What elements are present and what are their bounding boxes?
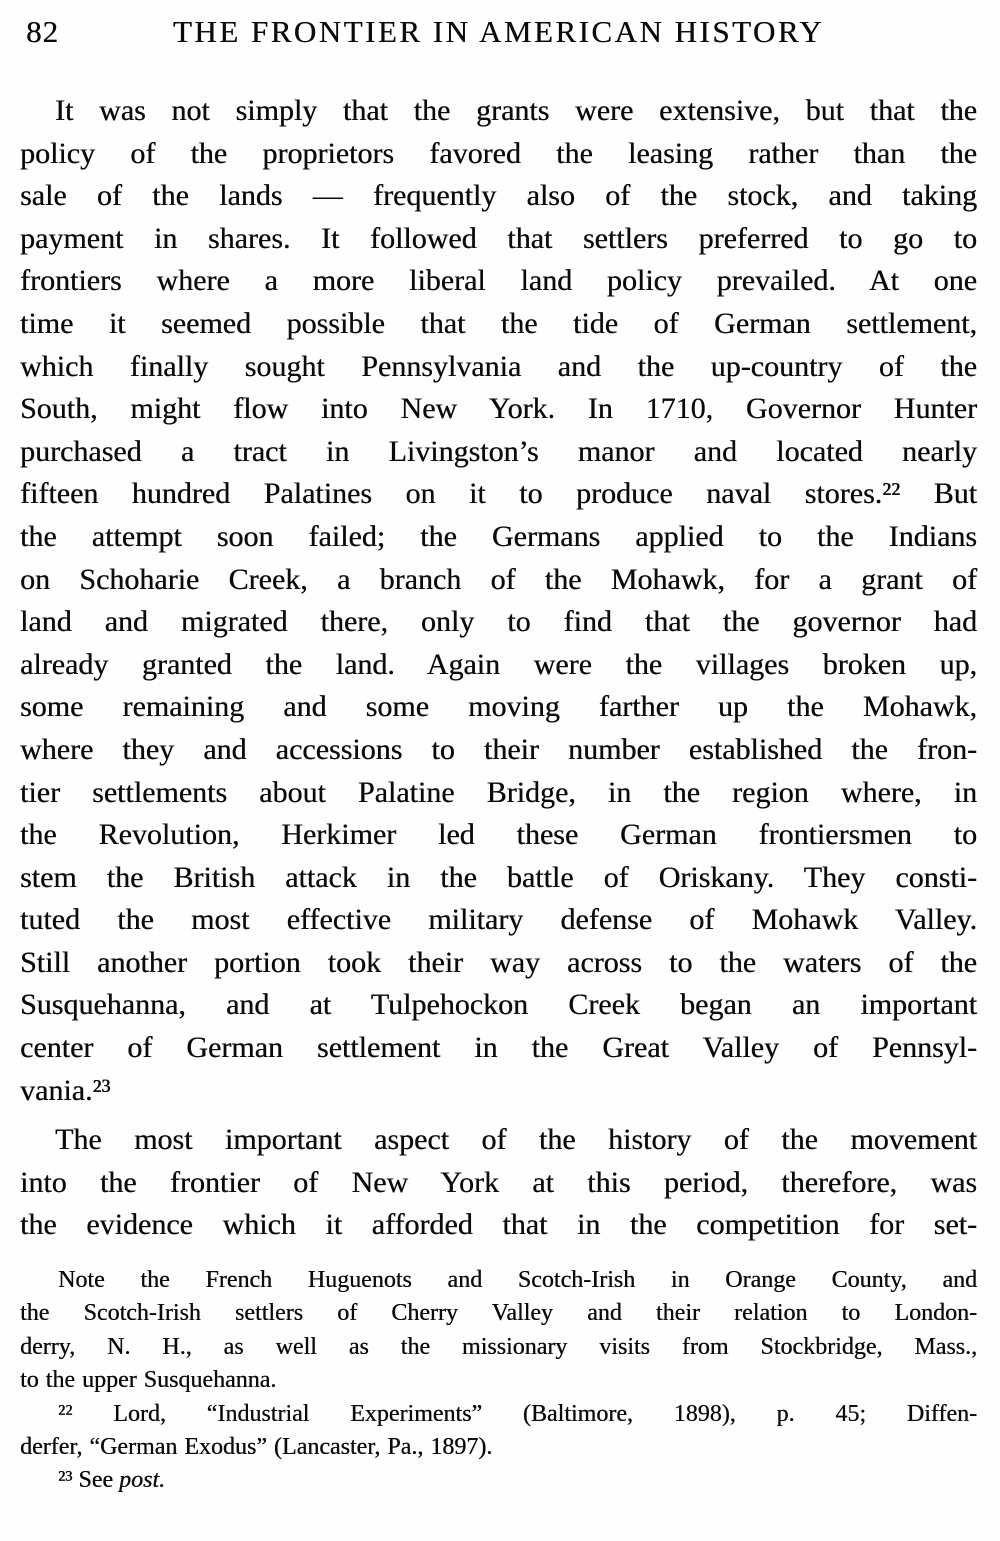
footnote-23 xyxy=(20,1464,977,1497)
text-line: tuted the most effective military defense of Mohawk Valley. xyxy=(20,903,977,937)
text-line: It was not simply that the grants were extensive, but that the xyxy=(55,94,977,127)
footnote-22 xyxy=(20,1398,977,1465)
text-line: ²² Lord, “Industrial Experiments” (Baltimore, 1898), p. 45; Diffen- xyxy=(58,1400,977,1427)
footnotes-section xyxy=(20,1264,977,1498)
text-line: some remaining and some moving farther up the Mohawk, xyxy=(20,690,977,724)
text-line: where they and accessions to their number established the fron- xyxy=(20,732,977,766)
text-line: derfer, “German Exodus” (Lancaster, Pa., 1897). xyxy=(20,1434,493,1461)
page-number: 82 xyxy=(26,14,59,49)
text-line: frontiers where a more liberal land policy prevailed. At one xyxy=(20,264,977,298)
text-line: purchased a tract in Livingston’s manor and located nearly xyxy=(20,434,977,468)
page-header xyxy=(20,12,977,54)
footnote-23-text: ²³ See xyxy=(58,1467,120,1494)
text-line: which finally sought Pennsylvania and the up-country of the xyxy=(20,349,977,383)
text-line: into the frontier of New York at this period, therefore, was xyxy=(20,1165,977,1199)
text-line: to the upper Susquehanna. xyxy=(20,1367,277,1394)
paragraph-2 xyxy=(20,1119,977,1247)
text-line: stem the British attack in the battle of Oriskany. They consti- xyxy=(20,860,977,894)
text-line: on Schoharie Creek, a branch of the Mohawk, for a grant of xyxy=(20,562,977,596)
text-line: vania.²³ xyxy=(20,1073,111,1107)
text-line: derry, N. H., as well as the missionary visits from Stockbridge, Mass., xyxy=(20,1333,977,1360)
paragraph-1 xyxy=(20,90,977,1112)
text-line: Susquehanna, and at Tulpehockon Creek began an important xyxy=(20,988,977,1022)
text-line: The most important aspect of the history of the movement xyxy=(55,1123,977,1157)
text-line: time it seemed possible that the tide of German settlement, xyxy=(20,306,977,340)
text-line: South, might flow into New York. In 1710, Governor Hunter xyxy=(20,392,977,426)
text-line: center of German settlement in the Great Valley of Pennsyl- xyxy=(20,1031,977,1065)
text-line: Note the French Huguenots and Scotch-Irish in Orange County, and xyxy=(58,1267,977,1294)
text-line: fifteen hundred Palatines on it to produce naval stores.²² But xyxy=(20,477,977,511)
text-line: land and migrated there, only to find that the governor had xyxy=(20,605,977,639)
footnote-23-italic-text: post. xyxy=(119,1467,166,1494)
text-line: tier settlements about Palatine Bridge, in the region where, in xyxy=(20,775,977,809)
text-line: the evidence which it afforded that in the competition for set- xyxy=(20,1208,977,1242)
text-line: the Revolution, Herkimer led these German frontiersmen to xyxy=(20,818,977,852)
page-body xyxy=(20,90,977,1247)
text-line: already granted the land. Again were the villages broken up, xyxy=(20,647,977,681)
text-line: sale of the lands — frequently also of the stock, and taking xyxy=(20,179,977,213)
text-line: the attempt soon failed; the Germans applied to the Indians xyxy=(20,519,977,553)
text-line: payment in shares. It followed that settlers preferred to go to xyxy=(20,221,977,255)
text-line: the Scotch-Irish settlers of Cherry Valley and their relation to London- xyxy=(20,1300,977,1327)
running-title: THE FRONTIER IN AMERICAN HISTORY xyxy=(172,14,825,49)
text-line: policy of the proprietors favored the leasing rather than the xyxy=(20,136,977,170)
footnote-continuation xyxy=(20,1264,977,1398)
text-line: Still another portion took their way across to the waters of the xyxy=(20,945,977,979)
